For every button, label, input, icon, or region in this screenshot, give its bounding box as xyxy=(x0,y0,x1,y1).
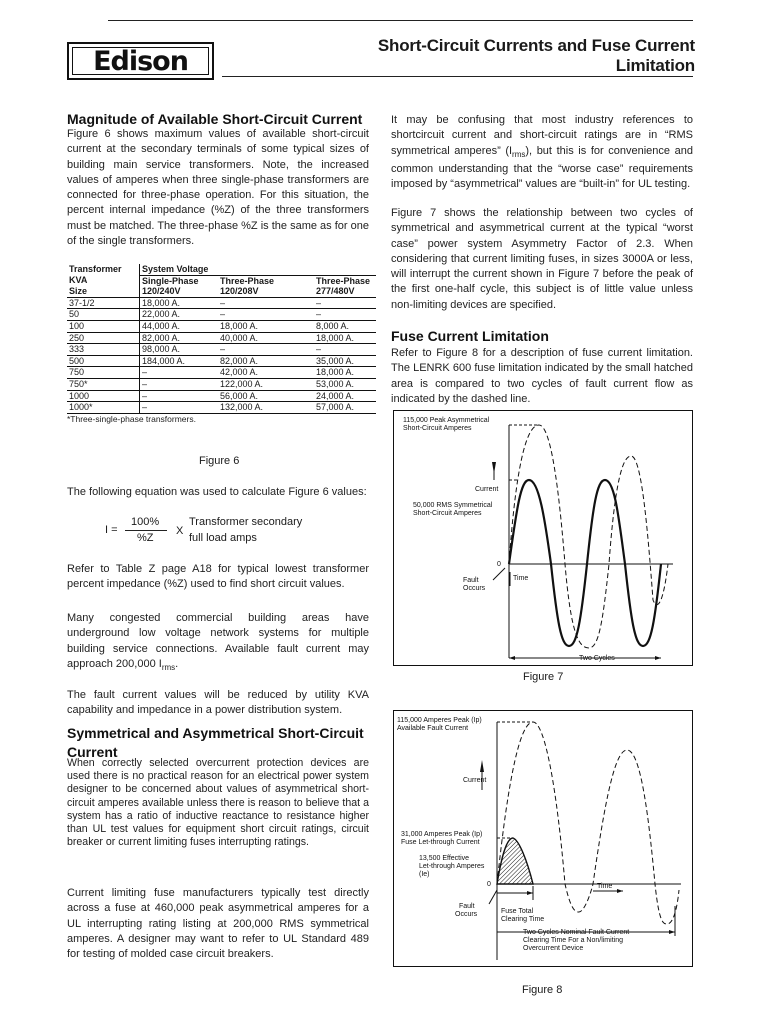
figure8-caption: Figure 8 xyxy=(522,984,563,996)
table-row xyxy=(67,378,376,390)
table-cell: 750 xyxy=(69,367,85,378)
figure7-label-fault-2: Occurs xyxy=(463,585,486,592)
table-cell: – xyxy=(316,297,322,308)
table-header-277-480: 277/480V xyxy=(316,286,355,297)
paragraph-fuse-testing: Current limiting fuse manufacturers typically test directly across a fuse at 460,000 peak asymmetrical amperes for a UL interrupting rating listing at 200,000 RMS symmetrical amperes. A designer may want to refer to UL Standard 489 for testing of molded case circuit breakers. xyxy=(67,887,369,961)
table-cell: 82,000 A. xyxy=(140,332,219,344)
figure7-label-fault-1: Fault xyxy=(463,577,479,584)
figure8-label-nominal-3: Overcurrent Device xyxy=(523,945,584,952)
table-header-single: Single-Phase xyxy=(140,275,219,286)
table-cell: 37-1/2 xyxy=(69,297,95,308)
table-row xyxy=(67,367,376,379)
table-cell: 50 xyxy=(69,309,80,320)
figure8-label-let-2: Fuse Let-through Current xyxy=(401,839,480,846)
table-cell: – xyxy=(316,309,322,320)
header-top-rule xyxy=(108,20,693,21)
paragraph-magnitude: Figure 6 shows maximum values of available short-circuit current at the secondary terminals of some typical sizes of building main service transformers. Note, the increased values of amperes when three single-phase transformers are connected for three-phase operation. For this situation, the percent internal impedance (%Z) of the three transformers must be matched. The three-phase %Z is the same as for one of the single transformers. xyxy=(67,128,369,248)
table-cell: 40,000 A. xyxy=(220,332,259,343)
figure8-label-eff-3: (Ie) xyxy=(419,871,430,878)
figure8-label-let-1: 31,000 Amperes Peak (Ip) xyxy=(401,831,483,838)
table-cell: 18,000 A. xyxy=(316,332,355,343)
table-header-size: Size xyxy=(69,286,88,297)
figure8-label-fault-2: Occurs xyxy=(455,911,478,918)
table-cell: – xyxy=(316,344,322,355)
header-title-rule xyxy=(222,76,693,77)
paragraph-equation-intro: The following equation was used to calculate Figure 6 values: xyxy=(67,486,367,498)
transformer-table xyxy=(67,264,376,414)
figure8-label-fault-1: Fault xyxy=(459,903,475,910)
figure7-label-rms-1: 50,000 RMS Symmetrical xyxy=(413,502,493,509)
equation-rhs-line1: Transformer secondary xyxy=(189,516,303,528)
figure8-label-fuse-2: Clearing Time xyxy=(501,916,545,923)
table-cell: 132,000 A. xyxy=(220,402,264,413)
table-cell: 57,000 A. xyxy=(316,402,355,413)
table-cell: 82,000 A. xyxy=(220,355,259,366)
paragraph-table-z: Refer to Table Z page A18 for typical lowest transformer percent impedance (%Z) used to find short circuit values. xyxy=(67,563,369,591)
equation-times: X xyxy=(176,525,184,537)
table-cell: – xyxy=(220,297,226,308)
table-cell: 53,000 A. xyxy=(316,378,355,389)
figure8-diagram xyxy=(393,710,693,967)
table-cell: 8,000 A. xyxy=(316,320,350,331)
table-row xyxy=(67,344,376,356)
figure8-label-fuse-1: Fuse Total xyxy=(501,908,534,915)
figure7-label-peak-2: Short-Circuit Amperes xyxy=(403,425,472,432)
figure8-label-current: Current xyxy=(463,777,487,784)
page-title: Short-Circuit Currents and Fuse Current Limitation xyxy=(377,36,695,75)
table-cell: 18,000 A. xyxy=(316,367,355,378)
table-row xyxy=(67,355,376,367)
table-cell: 1000* xyxy=(69,402,93,413)
figure8-label-time: Time xyxy=(597,883,613,890)
table-cell: – xyxy=(220,344,226,355)
table-cell: 1000 xyxy=(69,390,90,401)
figure7-label-cycles: Two Cycles xyxy=(579,655,615,662)
table-header-120-240: 120/240V xyxy=(140,286,219,297)
section-heading-magnitude: Magnitude of Available Short-Circuit Current xyxy=(67,111,363,127)
table-header-kva: KVA xyxy=(69,275,88,286)
table-cell: 42,000 A. xyxy=(220,367,259,378)
figure7-label-time: Time xyxy=(513,575,529,582)
equation-numerator: 100% xyxy=(131,516,160,528)
paragraph-fuse-limitation: Refer to Figure 8 for a description of fuse current limitation. The LENRK 600 fuse limitation indicated by the small hatched area is compared to two cycles of fault current flow as indicated by the dashed line. xyxy=(391,347,693,405)
table-cell: 333 xyxy=(69,344,85,355)
table-cell: 56,000 A. xyxy=(220,390,259,401)
figure8-label-nominal-1: Two Cycles Nominal Fault Current xyxy=(523,929,630,936)
table-cell: 122,000 A. xyxy=(220,378,264,389)
table-cell: 44,000 A. xyxy=(140,320,219,332)
table-row xyxy=(67,390,376,402)
table-header-120-208: 120/208V xyxy=(220,286,259,297)
table-cell: – xyxy=(140,378,219,390)
equation-fraction-bar xyxy=(125,530,167,531)
figure8-fault-pointer xyxy=(489,890,497,904)
equation-rhs-line2: full load amps xyxy=(189,532,257,544)
figure7-label-rms-2: Short-Circuit Amperes xyxy=(413,510,482,517)
figure8-current-arrow xyxy=(480,760,484,772)
figure8-label-peak-2: Available Fault Current xyxy=(397,725,469,732)
table-cell: 18,000 A. xyxy=(220,320,259,331)
figure7-caption: Figure 7 xyxy=(523,671,564,683)
equation xyxy=(105,516,365,548)
figure7-fault-pointer xyxy=(493,568,505,580)
logo-text: Edison xyxy=(93,45,188,77)
figure8-label-eff-2: Let-through Amperes xyxy=(419,863,485,870)
figure8-label-zero: 0 xyxy=(487,881,491,888)
table-cell: 22,000 A. xyxy=(140,309,219,321)
figure8-label-nominal-2: Clearing Time For a Non/limiting xyxy=(523,937,623,944)
paragraph-kva: The fault current values will be reduced by utility KVA capability and impedance in a power distribution system. xyxy=(67,689,369,717)
paragraph-rms-confusion: It may be confusing that most industry references to shortcircuit current and short-circuit ratings are in “RMS symmetrical amperes” $(I_{rms})$, but this is for convenience and common understanding that the “worse case” requirements imposed by “asymmetrical” values are “built-in” for UL testing. xyxy=(391,114,693,191)
edison-logo xyxy=(67,42,214,80)
figure8-let-through-area xyxy=(497,838,533,884)
figure7-symmetrical-wave xyxy=(509,480,661,646)
table-row xyxy=(67,402,376,414)
table-cell: 750* xyxy=(69,378,88,389)
table-row xyxy=(67,320,376,332)
table-cell: 24,000 A. xyxy=(316,390,355,401)
table-cell: – xyxy=(220,309,226,320)
table-cell: 250 xyxy=(69,332,85,343)
paragraph-figure7: Figure 7 shows the relationship between two cycles of symmetrical and asymmetrical current at the typical “worst case” power system Asymmetry Factor of 2.3. When considering that current limiting fuses, in sizes 3000A or less, will interrupt the current shown in Figure 7 before the peak of the first one-half cycle, this subject is of little value unless non-limiting devices are specified. xyxy=(391,207,693,311)
table-cell: 98,000 A. xyxy=(140,344,219,356)
figure8-label-peak-1: 115,000 Amperes Peak (Ip) xyxy=(397,717,482,724)
figure6-table-wrap xyxy=(67,264,376,424)
table-header-three-208: Three-Phase xyxy=(220,275,275,286)
equation-denominator: %Z xyxy=(137,532,154,544)
table-cell: 184,000 A. xyxy=(140,355,219,367)
table-cell: – xyxy=(140,402,219,414)
section-heading-symmetrical: Symmetrical and Asymmetrical Short-Circuit Current xyxy=(67,725,364,760)
table-cell: 100 xyxy=(69,320,85,331)
table-row xyxy=(67,332,376,344)
equation-lhs: I = xyxy=(105,524,118,536)
table-row xyxy=(67,297,376,309)
table-header-col1: Transformer xyxy=(69,264,122,274)
table-row xyxy=(67,309,376,321)
table-cell: 500 xyxy=(69,355,85,366)
figure7-label-zero: 0 xyxy=(497,561,501,568)
figure7-diagram xyxy=(393,410,693,666)
table-cell: – xyxy=(140,390,219,402)
table-header-group: System Voltage xyxy=(140,264,377,275)
figure7-label-peak-1: 115,000 Peak Asymmetrical xyxy=(403,417,490,424)
figure7-label-current: Current xyxy=(475,486,499,493)
table-header-three-480: Three-Phase xyxy=(316,275,371,286)
paragraph-symmetrical: When correctly selected overcurrent protection devices are used there is no practical reason for an electrical power system designer to be concerned about values of asymmetrical short-circuit amperes available unless there is reason to believe that a system has a ratio of inductive reactance to resistance higher than UL test values for equipment short circuit ratings, circuit breaker or current limiting fuses interrupting ratings. xyxy=(67,757,369,849)
paragraph-network: Many congested commercial building areas have underground low voltage network systems for multiple building service connections. Available fault current may approach 200,000 $I_{rms}$. xyxy=(67,612,369,673)
table-cell: – xyxy=(140,367,219,379)
figure6-caption: Figure 6 xyxy=(199,455,240,467)
table-footnote: *Three-single-phase transformers. xyxy=(67,413,196,424)
table-cell: 18,000 A. xyxy=(140,297,219,309)
table-cell: 35,000 A. xyxy=(316,355,355,366)
figure8-fault-current-wave xyxy=(497,722,679,924)
section-heading-fuse-limitation: Fuse Current Limitation xyxy=(391,328,549,344)
figure7-asymmetrical-wave xyxy=(509,425,668,648)
figure8-label-eff-1: 13,500 Effective xyxy=(419,855,470,862)
